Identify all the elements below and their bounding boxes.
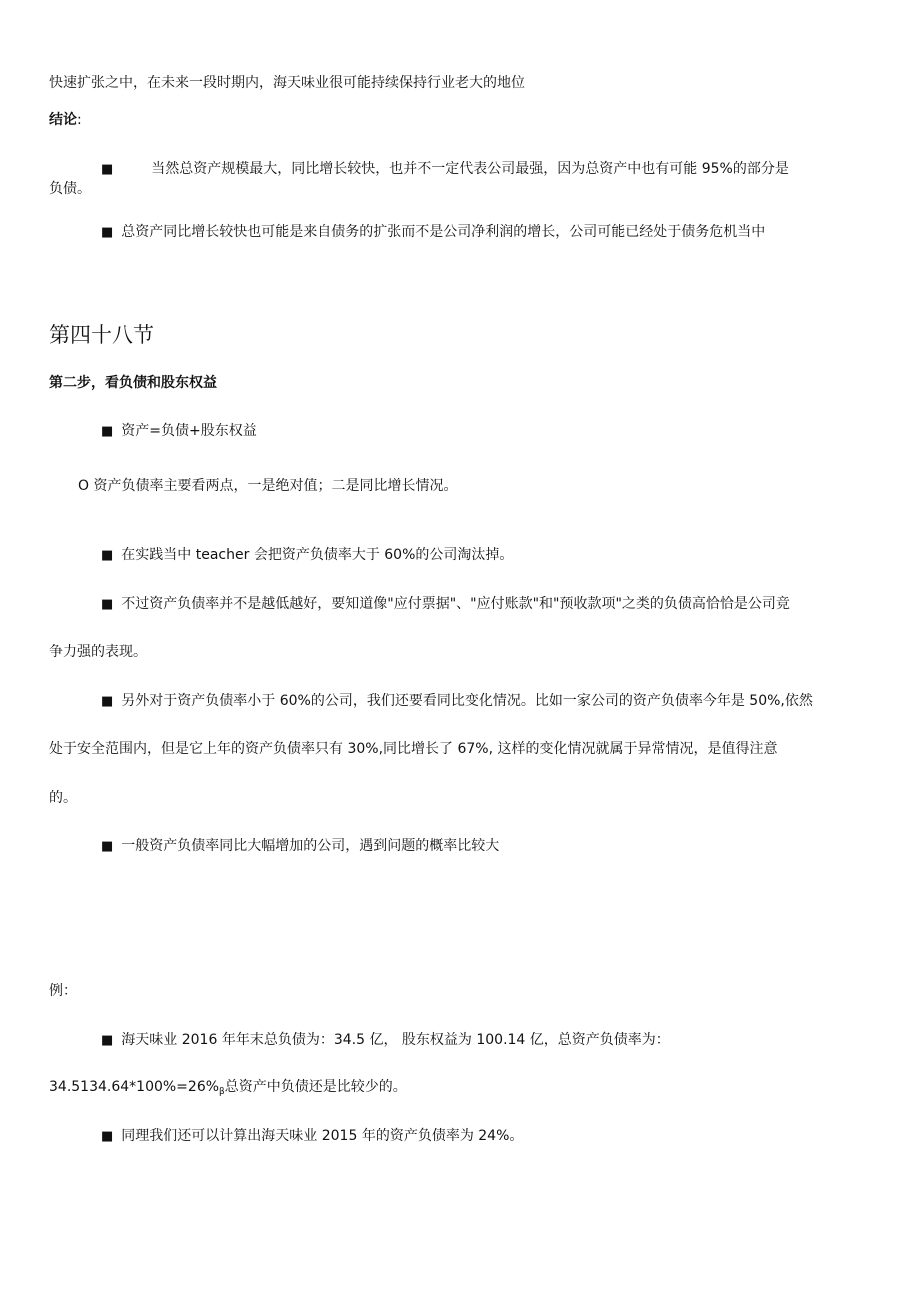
section-bullet-3-continued-1: [49, 739, 777, 759]
section-bullet-3-line-2: 处于安全范围内，但是它上年的资产负债率只有 30%,同比增长了 67%, 这样的变化情况就属于异常情况，是值得注意: [49, 741, 778, 757]
note-paragraph: [78, 476, 457, 496]
bullet-square-icon: ■: [101, 694, 114, 709]
conclusion-label: [49, 110, 82, 130]
intro-paragraph: [49, 73, 525, 93]
section-bullet-4: [101, 836, 499, 857]
example-bullet-1-continued: [49, 1077, 407, 1102]
bullet-square-icon: ■: [101, 424, 114, 439]
section-bullet-1: [101, 545, 513, 566]
section-bullet-2: [101, 594, 790, 615]
example-bullet-2-text: 同理我们还可以计算出海天味业 2015 年的资产负债率为 24%。: [121, 1128, 524, 1144]
example-label: [49, 981, 77, 1001]
example-bullet-1-line-2: 总资产中负债还是比较少的。: [224, 1079, 407, 1095]
section-bullet-1-text: 在实践当中 teacher 会把资产负债率大于 60%的公司淘汰掉。: [121, 547, 514, 563]
section-bullet-3: [101, 691, 813, 712]
section-bullet-3-line-1: 另外对于资产负债率小于 60%的公司，我们还要看同比变化情况。比如一家公司的资产负债率今年是 50%,依然: [121, 693, 813, 709]
conclusion-colon: :: [77, 112, 82, 128]
section-bullet-3-line-3: 的。: [49, 790, 77, 806]
conclusion-bullet-1: [101, 159, 789, 180]
bullet-square-icon: ■: [101, 162, 114, 177]
section-bullet-2-line-1: 不过资产负债率并不是越低越好，要知道像"应付票据"、"应付账款"和"预收款项"之类的负债高恰恰是公司竞: [121, 596, 790, 612]
example-bullet-1-line-1: 海天味业 2016 年年末总负债为：34.5 亿， 股东权益为 100.14 亿，总资产负债率为：: [121, 1032, 670, 1048]
section-title-text: 第四十八节: [49, 323, 154, 347]
example-subscript: β: [219, 1087, 225, 1097]
step-title: [49, 373, 217, 393]
conclusion-bullet-2-text: 总资产同比增长较快也可能是来自债务的扩张而不是公司净利润的增长，公司可能已经处于债务危机当中: [121, 224, 766, 240]
bullet-square-icon: ■: [101, 1033, 114, 1048]
bullet-square-icon: ■: [101, 1129, 114, 1144]
conclusion-label-text: 结论: [49, 112, 77, 128]
intro-text: 快速扩张之中，在未来一段时期内，海天味业很可能持续保持行业老大的地位: [49, 75, 525, 91]
conclusion-bullet-2: [101, 222, 765, 243]
bullet-square-icon: ■: [101, 597, 114, 612]
section-bullet-2-line-2: 争力强的表现。: [49, 644, 147, 660]
conclusion-bullet-1-line-2: 负债。: [49, 181, 91, 197]
conclusion-bullet-1-line-1: 当然总资产规模最大，同比增长较快，也并不一定代表公司最强，因为总资产中也有可能 95%的部分是: [151, 161, 789, 177]
step-title-text: 第二步，看负债和股东权益: [49, 375, 217, 391]
section-title: [49, 321, 154, 349]
example-bullet-2: [101, 1126, 523, 1147]
bullet-square-icon: ■: [101, 225, 114, 240]
note-text: O 资产负债率主要看两点，一是绝对值；二是同比增长情况。: [78, 478, 458, 494]
section-bullet-3-continued-2: [49, 788, 77, 808]
formula-bullet: [101, 421, 257, 442]
example-label-text: 例：: [49, 983, 77, 999]
bullet-square-icon: ■: [101, 839, 114, 854]
formula-text: 资产=负债+股东权益: [121, 423, 257, 439]
example-calculation: 34.5134.64*100%=26%: [49, 1079, 220, 1095]
example-bullet-1: [101, 1030, 670, 1051]
section-bullet-4-text: 一般资产负债率同比大幅增加的公司，遇到问题的概率比较大: [121, 838, 500, 854]
conclusion-bullet-1-continued: [49, 179, 91, 199]
section-bullet-2-continued: [49, 642, 147, 662]
bullet-square-icon: ■: [101, 548, 114, 563]
